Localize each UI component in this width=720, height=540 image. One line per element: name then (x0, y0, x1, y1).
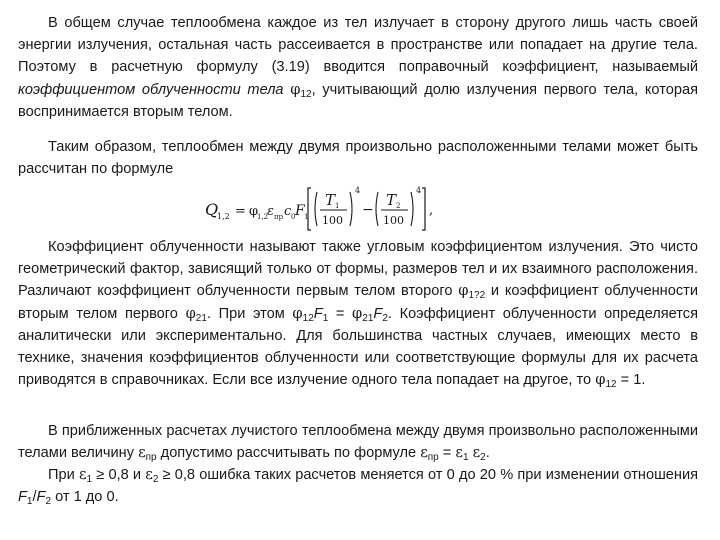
bracket-right (422, 188, 425, 230)
epsilon-symbol: ε (472, 444, 481, 462)
formula-eps-sub: пр (274, 213, 284, 221)
paragraph-formula-intro (18, 136, 698, 180)
heat-exchange-formula (205, 184, 445, 234)
paragraph-approx-emissivity (18, 420, 698, 464)
text-run: допустимо рассчитывать по формуле (156, 445, 421, 462)
phi-symbol: φ (290, 80, 301, 98)
subscript: 12 (300, 88, 312, 100)
epsilon-symbol: ε (145, 466, 153, 483)
subscript: 2 (382, 312, 388, 324)
subscript: 1 (322, 312, 329, 324)
text-run: ≥ 0,8 и (92, 467, 146, 483)
text-run: В общем случае теплообмена каждое из тел излучает в сторону другого лишь часть своей энергии излучения, остальная часть рассеивается в пространстве или попадает на другие тела. Поэтому в расчетную формулу (3.19) вводится поправочный коэффициент, называемый (18, 15, 698, 76)
formula-eps: ε (267, 204, 274, 219)
epsilon-symbol: ε (78, 466, 87, 483)
text-run: Таким образом, теплообмен между двумя произвольно расположенными телами может быть рассчитан по формуле (18, 139, 698, 178)
formula-den-1: 100 (322, 214, 343, 227)
formula-lhs: Q (205, 200, 219, 219)
subscript: 1 (26, 496, 33, 508)
text-run: = (438, 445, 456, 462)
formula-c-sub: 0 (291, 213, 296, 221)
phi-symbol: φ (458, 282, 469, 300)
subscript: 12 (605, 379, 617, 391)
formula-den-2: 100 (383, 214, 404, 227)
text-run: = 1. (616, 372, 646, 389)
paren-left-2 (376, 192, 378, 226)
subscript: 2 (45, 496, 52, 508)
F-symbol: F (373, 305, 383, 322)
phi-symbol: φ (352, 304, 363, 322)
text-run: и коэффициент облученности вторым телом первого (18, 283, 698, 322)
text-run: , учитывающий долю излучения первого тела, которая воспринимается вторым телом. (18, 81, 698, 120)
formula-phi-sub: 1,2 (257, 213, 269, 221)
formula-minus: − (362, 202, 374, 218)
phi-symbol: φ (292, 304, 303, 322)
text-run: от 1 до 0. (51, 489, 119, 506)
formula-T1-sub: 1 (335, 202, 340, 210)
F-symbol: F (36, 489, 46, 506)
formula-comma: , (429, 203, 434, 218)
subscript: 2 (480, 452, 486, 464)
epsilon-symbol: ε (138, 444, 146, 462)
formula-F-sub: 1 (304, 213, 309, 221)
formula-equals: = (235, 204, 246, 219)
formula-F: F (295, 203, 305, 219)
paren-right-1 (350, 192, 352, 226)
paragraph-view-factor-intro (18, 12, 698, 123)
text-run: ≥ 0,8 ошибка таких расчетов меняется от 0 до 20 % при изменении отношения (158, 467, 699, 483)
F-symbol: F (313, 305, 323, 322)
subscript: 12 (302, 312, 314, 324)
epsilon-symbol: ε (420, 444, 428, 462)
phi-symbol: φ (595, 371, 606, 389)
text-run: . (485, 445, 490, 462)
subscript: пр (427, 452, 439, 464)
paren-right-2 (411, 192, 413, 226)
formula-c: c (284, 204, 292, 219)
subscript: 1 (86, 474, 93, 485)
text-run: . При этом (206, 305, 293, 322)
equals-sign: = (328, 305, 353, 322)
bracket-left (308, 188, 311, 230)
text-run: При (48, 467, 79, 483)
phi-symbol: φ (185, 304, 196, 322)
text-run: . Коэффициент облученности определяется аналитически или экспериментально. Для большинства частных случаев, имеющих место в технике, значения коэффициентов облученности или соответствующие формулы для их расчета приводятся в справочниках. Если все излучение одного тела попадает на другое, то (18, 305, 698, 389)
F-symbol: F (18, 489, 27, 506)
epsilon-symbol: ε (455, 444, 463, 462)
subscript: 1?2 (468, 290, 486, 302)
formula-T2-sub: 2 (396, 202, 401, 210)
text-run: В приближенных расчетах лучистого теплообмена между двумя произвольно расположенными телами величину (18, 423, 698, 462)
subscript: пр (145, 452, 157, 464)
subscript: 21 (362, 312, 374, 324)
paragraph-error-range (18, 464, 698, 508)
formula-T2: T (386, 191, 397, 209)
paragraph-view-factor-definition (18, 236, 698, 391)
formula-pow-2: 4 (416, 186, 422, 195)
subscript: 21 (195, 312, 207, 324)
paren-left-1 (315, 192, 317, 226)
text-run: Коэффициент облученности называют также угловым коэффициентом излучения. Это чисто геометрический фактор, зависящий только от формы, размеров тел и их взаимного расположения. Различают коэффициент облученности первым телом второго (18, 239, 698, 300)
subscript: 2 (152, 474, 159, 485)
formula-T1: T (325, 191, 336, 209)
term-italic: коэффициентом облученности тела (18, 81, 284, 98)
formula-pow-1: 4 (355, 186, 361, 195)
slash: / (32, 489, 37, 506)
formula-phi: φ (249, 204, 259, 219)
formula-lhs-sub: 1,2 (217, 212, 230, 221)
subscript: 1 (462, 452, 469, 464)
